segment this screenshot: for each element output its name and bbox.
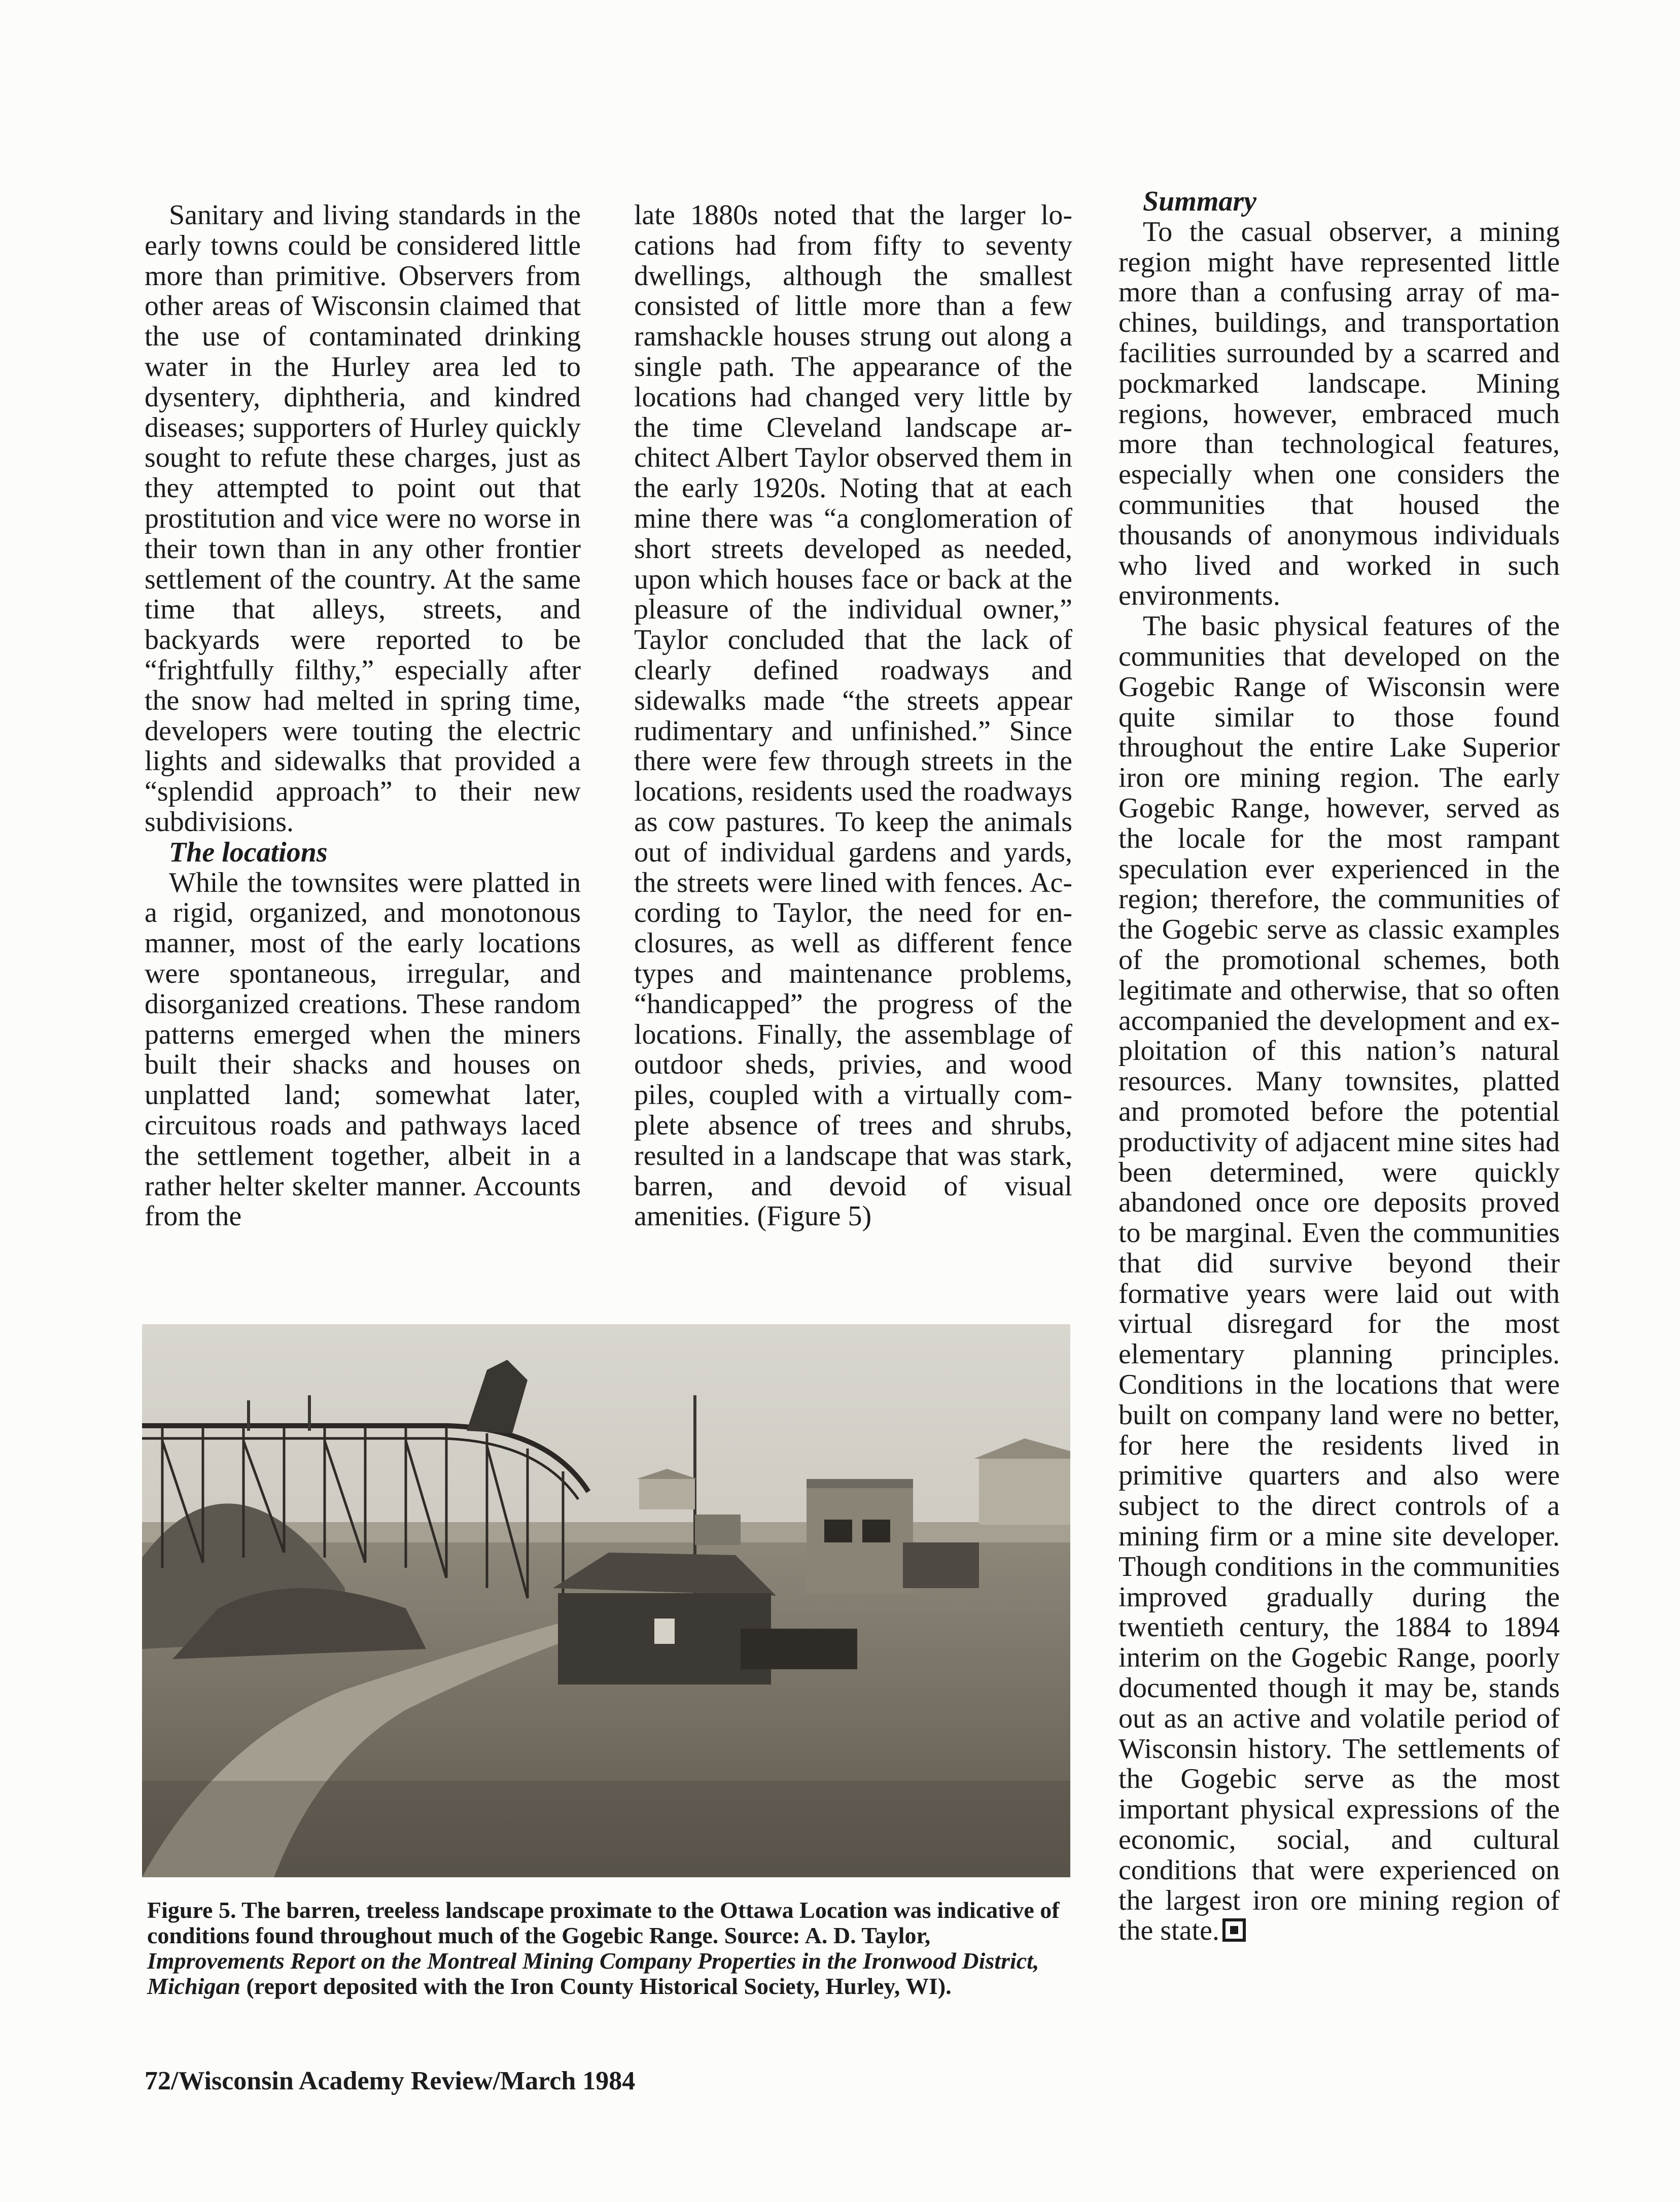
paragraph-sanitary: Sanitary and living standards in the early towns could be considered little more than primitive. Observers from other areas of Wisconsin claimed that the use of contaminated drinking water in the Hurley area led to dysentery, diphtheria, and kindred diseases; supporters of Hurley quickly sought to refute these charges, just as they attempted to point out that prostitution and vice were no worse in their town than in any other frontier settlement of the country. At the same time that alleys, streets, and backyards were reported to be “frightfully filthy,” especially after the snow had melted in spring time, developers were touting the electric lights and sidewalks that provided a “splendid approach” to their new subdivisions.	[145, 199, 581, 838]
caption-text-1: Figure 5. The barren, treeless landscape proximate to the Ottawa Location was indicative of conditions found throughout much of the Gogebic Range. Source: A. D. Taylor,	[147, 1897, 1060, 1948]
paragraph-basic-features	[1118, 611, 1560, 1946]
paragraph-townsites: While the townsites were platted in a rigid, organized, and monotonous manner, most of the early locations were spontaneous, irregular, and disorganized creations. These random patterns emerged when the miners built their shacks and houses on unplatted land; somewhat later, circuitous roads and pathways laced the settlement together, albeit in a rather helter skelter manner. Accounts from the	[145, 867, 581, 1232]
column-2	[634, 200, 1072, 1232]
caption-report-title: Improvements Report on the Montreal Mining Company Properties in the Ironwood District, Michigan	[147, 1948, 1039, 1999]
end-of-article-icon	[1222, 1918, 1246, 1942]
paragraph-locations-accounts: late 1880s noted that the larger locations had from fifty to seventy dwellings, although the smallest consisted of little more than a few ramshackle houses strung out along a single path. The appearance of the locations had changed very little by the time Cleveland landscape architect Albert Taylor observed them in the early 1920s. Noting that at each mine there was “a conglomeration of short streets developed as needed, upon which houses face or back at the pleasure of the individual owner,” Taylor concluded that the lack of clearly defined roadways and sidewalks made “the streets appear rudimentary and unfinished.” Since there were few through streets in the locations, residents used the roadways as cow pastures. To keep the animals out of individual gardens and yards, the streets were lined with fences. According to Taylor, the need for enclosures, as well as different fence types and maintenance problems, “handicapped” the progress of the locations. Finally, the assemblage of outdoor sheds, privies, and wood piles, coupled with a virtually complete absence of trees and shrubs, resulted in a landscape that was stark, barren, and devoid of visual amenities. (Figure 5)	[634, 199, 1072, 1232]
paragraph-basic-features-text: The basic physical features of the communities that developed on the Gogebic Range of Wisconsin were quite similar to those found throughout the entire Lake Superior iron ore mining region. The early Gogebic Range, however, served as the locale for the most rampant speculation ever experienced in the region; therefore, the communities of the Gogebic serve as classic examples of the promotional schemes, both legitimate and otherwise, that so often accompanied the development and exploitation of this nation’s natural resources. Many townsites, platted and promoted before the potential productivity of adjacent mine sites had been determined, were quickly abandoned once ore deposits proved to be marginal. Even the communities that did survive beyond their formative years were laid out with virtual disregard for the most elementary planning principles. Conditions in the locations that were built on company land were no better, for here the residents lived in primitive quarters and also were subject to the direct controls of a mining firm or a mine site developer. Though conditions in the communities improved gradually during the twentieth century, the 1884 to 1894 interim on the Gogebic Range, poorly documented though it may be, stands out as an active and volatile period of Wisconsin history. The settlements of the Gogebic serve as the most important physical expressions of the economic, social, and cultural conditions that were experienced on the largest iron ore mining region of the state.	[1118, 610, 1560, 1947]
figure-5-caption	[147, 1898, 1065, 1999]
mining-landscape-photo	[142, 1324, 1070, 1877]
paragraph-casual-observer: To the casual observer, a mining region might have represented little more than a confusing array of machines, buildings, and transportation facilities surrounded by a scarred and pockmarked landscape. Mining regions, however, embraced much more than technological features, especially when one considers the communities that housed the thousands of anonymous individuals who lived and worked in such environments.	[1118, 216, 1560, 612]
page-footer: 72/Wisconsin Academy Review/March 1984	[145, 2067, 636, 2095]
section-heading-summary: Summary	[1143, 186, 1257, 217]
column-1	[145, 200, 581, 1232]
section-heading-locations: The locations	[169, 836, 328, 868]
column-3	[1118, 187, 1560, 1946]
caption-text-2: (report deposited with the Iron County Historical Society, Hurley, WI).	[240, 1973, 952, 1999]
figure-5-photograph	[142, 1324, 1070, 1877]
